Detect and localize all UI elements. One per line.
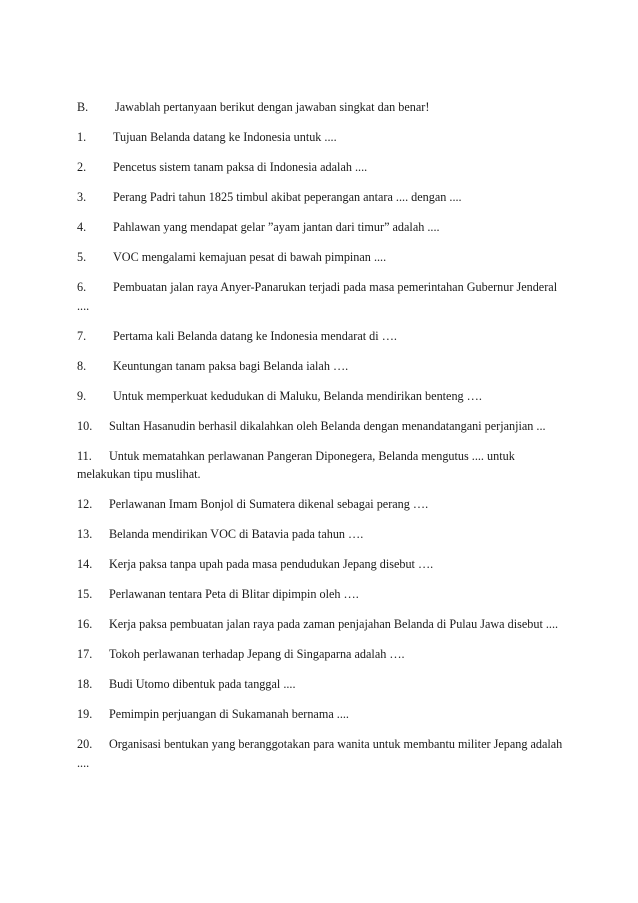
question-number: 17. [77, 647, 93, 661]
question-number: 14. [77, 557, 93, 571]
section-instruction: Jawablah pertanyaan berikut dengan jawaban singkat dan benar! [115, 100, 430, 114]
question-number: 20. [77, 737, 93, 751]
question-text: Perlawanan tentara Peta di Blitar dipimpin oleh …. [109, 587, 359, 601]
question-text: Kerja paksa tanpa upah pada masa pendudukan Jepang disebut …. [109, 557, 434, 571]
question-text: Pemimpin perjuangan di Sukamanah bernama .... [109, 707, 349, 721]
question-number: 18. [77, 677, 93, 691]
question-number: 16. [77, 617, 93, 631]
question-item [77, 158, 565, 177]
question-text: Pembuatan jalan raya Anyer-Panarukan terjadi pada masa pemerintahan Gubernur Jenderal .... [77, 280, 558, 313]
question-number: 1. [77, 130, 87, 144]
question-text: Sultan Hasanudin berhasil dikalahkan oleh Belanda dengan menandatangani perjanjian ... [109, 418, 546, 433]
question-item [77, 495, 565, 514]
question-item [77, 327, 565, 346]
question-text: Keuntungan tanam paksa bagi Belanda ialah …. [113, 358, 349, 373]
question-item [77, 585, 565, 604]
question-item [77, 447, 565, 484]
question-item [77, 387, 565, 406]
question-text: Tokoh perlawanan terhadap Jepang di Singaparna adalah …. [109, 647, 405, 661]
question-text: Perang Padri tahun 1825 timbul akibat peperangan antara .... dengan .... [113, 190, 462, 204]
question-item [77, 417, 565, 436]
question-item [77, 705, 565, 724]
question-item [77, 615, 565, 634]
question-number: 19. [77, 707, 93, 721]
question-text: Budi Utomo dibentuk pada tanggal .... [109, 677, 296, 691]
question-text: Pahlawan yang mendapat gelar ”ayam jantan dari timur” adalah .... [113, 220, 440, 234]
question-item [77, 248, 565, 267]
question-item [77, 218, 565, 237]
question-text: Untuk mematahkan perlawanan Pangeran Diponegera, Belanda mengutus .... untuk melakukan tipu muslihat. [77, 448, 515, 481]
question-item [77, 675, 565, 694]
question-item [77, 645, 565, 664]
question-item [77, 188, 565, 207]
question-text: Tujuan Belanda datang ke Indonesia untuk .... [113, 130, 337, 144]
question-number: 4. [77, 220, 87, 234]
question-item [77, 735, 565, 772]
question-item [77, 128, 565, 147]
question-text: Organisasi bentukan yang beranggotakan para wanita untuk membantu militer Jepang adalah .... [77, 737, 563, 770]
question-number: 8. [77, 358, 87, 373]
question-text: VOC mengalami kemajuan pesat di bawah pimpinan .... [113, 250, 387, 264]
question-number: 2. [77, 160, 87, 174]
section-heading [77, 98, 565, 117]
question-text: Pencetus sistem tanam paksa di Indonesia adalah .... [113, 160, 368, 174]
question-text: Untuk memperkuat kedudukan di Maluku, Belanda mendirikan benteng …. [113, 388, 482, 403]
question-number: 13. [77, 527, 93, 541]
document-content [77, 98, 565, 784]
question-text: Perlawanan Imam Bonjol di Sumatera dikenal sebagai perang …. [109, 497, 429, 511]
question-text: Kerja paksa pembuatan jalan raya pada zaman penjajahan Belanda di Pulau Jawa disebut .... [109, 617, 559, 631]
question-item [77, 357, 565, 376]
question-number: 11. [77, 448, 92, 463]
question-number: 7. [77, 328, 87, 343]
question-item [77, 278, 565, 315]
question-text: Belanda mendirikan VOC di Batavia pada tahun …. [109, 527, 364, 541]
question-item [77, 555, 565, 574]
question-number: 6. [77, 280, 87, 294]
question-number: 5. [77, 250, 87, 264]
question-number: 10. [77, 418, 93, 433]
question-number: 12. [77, 497, 93, 511]
question-number: 15. [77, 587, 93, 601]
question-number: 9. [77, 388, 87, 403]
section-label: B. [77, 100, 89, 114]
question-text: Pertama kali Belanda datang ke Indonesia mendarat di …. [113, 328, 397, 343]
question-number: 3. [77, 190, 87, 204]
question-item [77, 525, 565, 544]
